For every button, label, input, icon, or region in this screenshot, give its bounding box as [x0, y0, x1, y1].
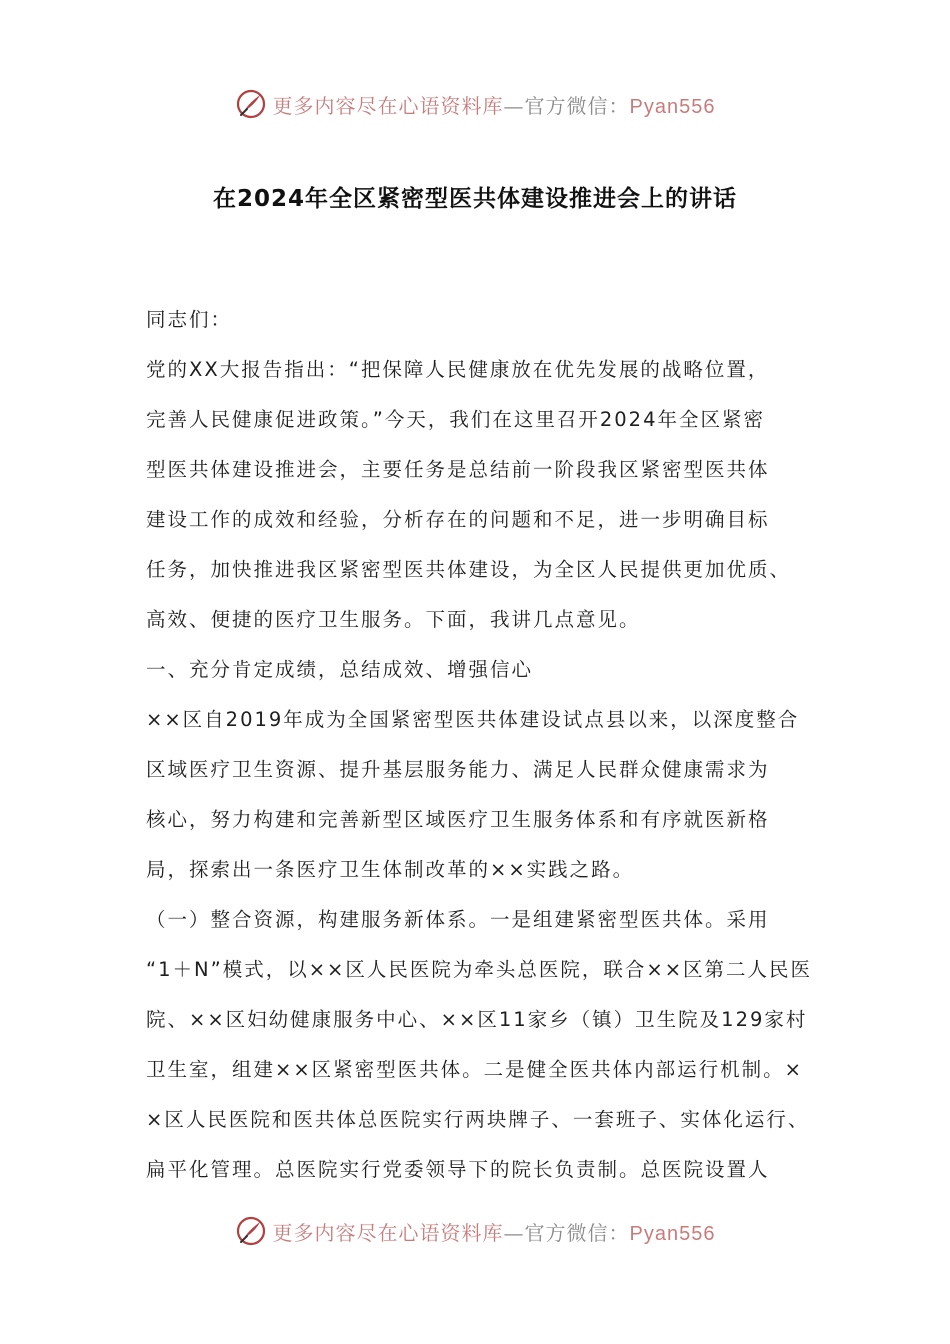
body-line: ×区人民医院和医共体总医院实行两块牌子、一套班子、实体化运行、 [146, 1108, 810, 1131]
salutation: 同志们： [146, 308, 233, 331]
body-line: （一）整合资源，构建服务新体系。一是组建紧密型医共体。采用 [146, 908, 770, 931]
body-line: 扁平化管理。总医院实行党委领导下的院长负责制。总医院设置人 [146, 1158, 770, 1181]
body-line: 局，探索出一条医疗卫生体制改革的××实践之路。 [146, 858, 635, 881]
body-line: 党的XX大报告指出：“把保障人民健康放在优先发展的战略位置， [146, 358, 770, 381]
body-line: 型医共体建设推进会，主要任务是总结前一阶段我区紧密型医共体 [146, 458, 770, 481]
body-line: 核心，努力构建和完善新型区域医疗卫生服务体系和有序就医新格 [146, 808, 770, 831]
body-line: 区域医疗卫生资源、提升基层服务能力、满足人民群众健康需求为 [146, 758, 770, 781]
watermark-text: 更多内容尽在心语资料库—官方微信：Pyan556 [272, 1220, 716, 1245]
body-line: 建设工作的成效和经验，分析存在的问题和不足，进一步明确目标 [146, 508, 770, 531]
body-line: “1＋N”模式，以××区人民医院为牵头总医院，联合××区第二人民医 [146, 958, 813, 981]
body-line: ××区自2019年成为全国紧密型医共体建设试点县以来，以深度整合 [146, 708, 800, 731]
body-line: 卫生室，组建××区紧密型医共体。二是健全医共体内部运行机制。× [146, 1058, 804, 1081]
body-line: 任务，加快推进我区紧密型医共体建设，为全区人民提供更加优质、 [146, 558, 792, 581]
section-heading: 一、充分肯定成绩，总结成效、增强信心 [146, 658, 534, 681]
quill-logo-icon [235, 1215, 267, 1247]
body-line: 院、××区妇幼健康服务中心、××区11家乡（镇）卫生院及129家村 [146, 1008, 808, 1031]
quill-logo-icon [235, 88, 267, 120]
watermark-text: 更多内容尽在心语资料库—官方微信：Pyan556 [272, 93, 716, 118]
body-line: 完善人民健康促进政策。”今天，我们在这里召开2024年全区紧密 [146, 408, 765, 431]
watermark-footer [0, 1211, 950, 1251]
watermark-header [0, 84, 950, 124]
document-body [146, 295, 813, 1195]
body-line: 高效、便捷的医疗卫生服务。下面，我讲几点意见。 [146, 608, 641, 631]
document-title: 在2024年全区紧密型医共体建设推进会上的讲话 [212, 186, 737, 212]
